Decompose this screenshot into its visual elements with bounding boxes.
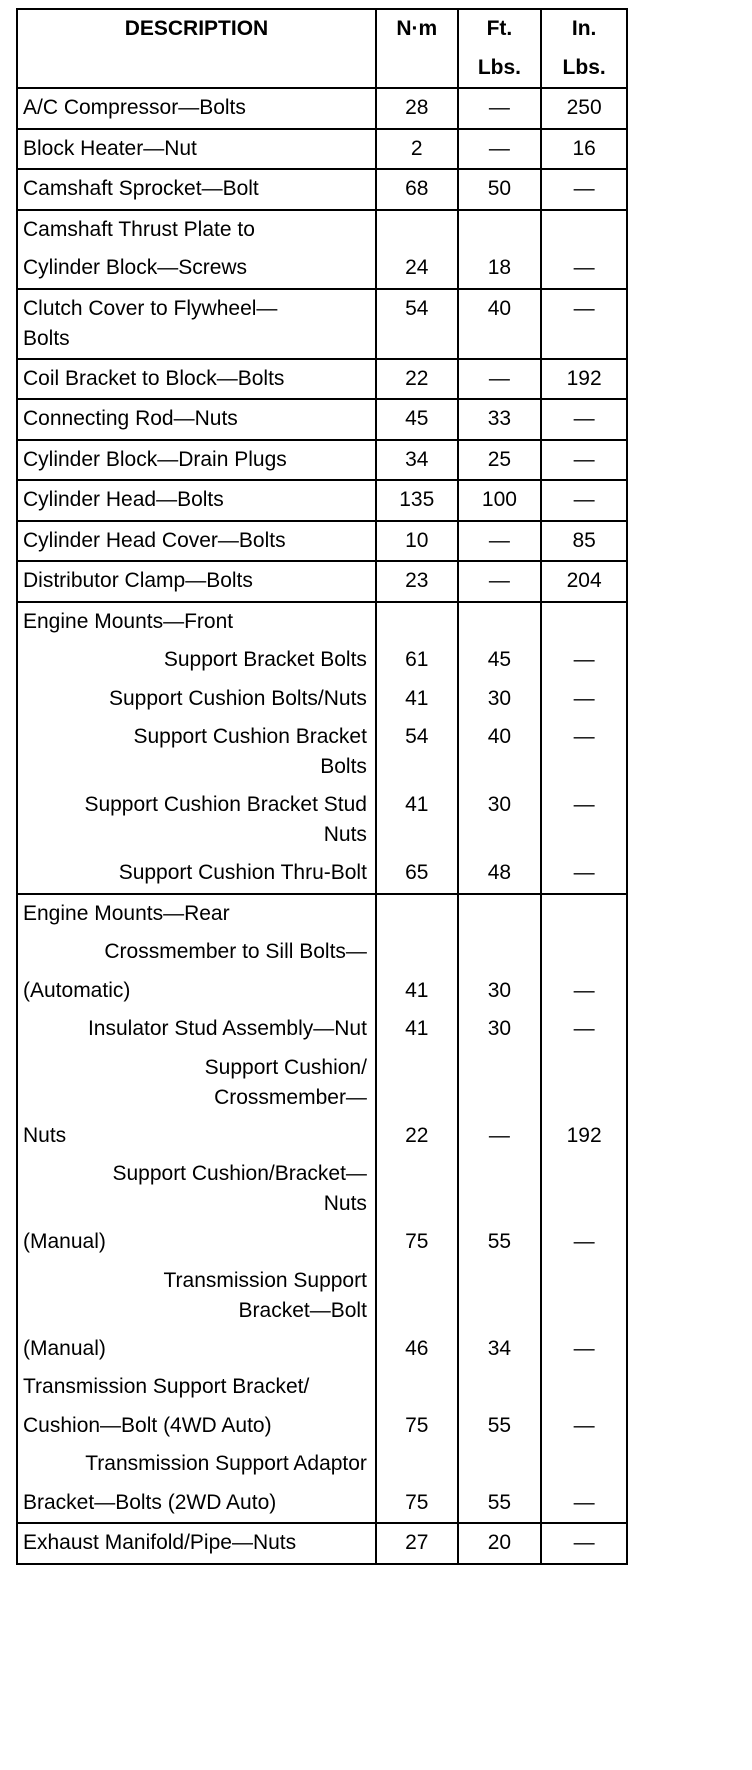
row-in-lbs-value: — — [541, 1407, 627, 1446]
row-nm-value: 41 — [376, 972, 458, 1011]
table-row — [17, 440, 627, 481]
row-description: Coil Bracket to Block—Bolts — [17, 359, 376, 400]
row-ft-lbs-value: 50 — [458, 169, 542, 210]
table-row — [17, 359, 627, 400]
row-ft-lbs-value — [458, 602, 542, 642]
row-description: Insulator Stud Assembly—Nut — [17, 1010, 376, 1049]
table-row — [17, 1049, 627, 1117]
table-row — [17, 933, 627, 972]
row-in-lbs-value: 192 — [541, 359, 627, 400]
header-description: DESCRIPTION — [17, 9, 376, 88]
row-nm-value: 65 — [376, 854, 458, 894]
row-description: Nuts — [17, 1117, 376, 1156]
row-ft-lbs-value — [458, 1262, 542, 1330]
row-ft-lbs-value — [458, 1049, 542, 1117]
row-ft-lbs-value — [458, 1368, 542, 1407]
row-description: Engine Mounts—Rear — [17, 894, 376, 934]
row-nm-value: 10 — [376, 521, 458, 562]
row-description: Camshaft Sprocket—Bolt — [17, 169, 376, 210]
row-description: Engine Mounts—Front — [17, 602, 376, 642]
row-nm-value — [376, 1155, 458, 1223]
row-in-lbs-value: 192 — [541, 1117, 627, 1156]
row-nm-value: 24 — [376, 210, 458, 289]
row-in-lbs-value: — — [541, 1484, 627, 1524]
row-in-lbs-value: — — [541, 1010, 627, 1049]
row-description: (Manual) — [17, 1330, 376, 1369]
row-nm-value: 75 — [376, 1223, 458, 1262]
row-nm-value: 135 — [376, 480, 458, 521]
table-row — [17, 641, 627, 680]
table-row — [17, 1223, 627, 1262]
row-nm-value: 68 — [376, 169, 458, 210]
row-ft-lbs-value: 100 — [458, 480, 542, 521]
row-in-lbs-value: — — [541, 1223, 627, 1262]
row-description: Connecting Rod—Nuts — [17, 399, 376, 440]
row-description: Transmission Support Bracket/ — [17, 1368, 376, 1407]
row-in-lbs-value: 16 — [541, 129, 627, 170]
row-in-lbs-value: 85 — [541, 521, 627, 562]
row-in-lbs-value: — — [541, 480, 627, 521]
row-in-lbs-value: — — [541, 972, 627, 1011]
row-in-lbs-value: — — [541, 1523, 627, 1564]
row-nm-value — [376, 894, 458, 934]
row-description: Cylinder Block—Drain Plugs — [17, 440, 376, 481]
row-in-lbs-value: — — [541, 210, 627, 289]
row-nm-value: 23 — [376, 561, 458, 602]
row-nm-value: 45 — [376, 399, 458, 440]
table-row — [17, 1484, 627, 1524]
row-description: (Automatic) — [17, 972, 376, 1011]
row-nm-value: 34 — [376, 440, 458, 481]
torque-spec-table — [16, 8, 628, 1565]
row-ft-lbs-value: 33 — [458, 399, 542, 440]
row-nm-value: 75 — [376, 1484, 458, 1524]
table-row — [17, 210, 627, 289]
row-in-lbs-value: — — [541, 289, 627, 359]
table-row — [17, 1445, 627, 1484]
row-ft-lbs-value: 55 — [458, 1484, 542, 1524]
row-in-lbs-value — [541, 1155, 627, 1223]
row-nm-value: 22 — [376, 1117, 458, 1156]
table-row — [17, 894, 627, 934]
row-nm-value: 75 — [376, 1407, 458, 1446]
table-row — [17, 480, 627, 521]
row-in-lbs-value — [541, 602, 627, 642]
row-ft-lbs-value: 45 — [458, 641, 542, 680]
row-nm-value — [376, 602, 458, 642]
row-in-lbs-value: 204 — [541, 561, 627, 602]
table-row — [17, 680, 627, 719]
row-in-lbs-value: — — [541, 854, 627, 894]
row-nm-value — [376, 1049, 458, 1117]
row-nm-value: 41 — [376, 680, 458, 719]
row-nm-value: 27 — [376, 1523, 458, 1564]
row-in-lbs-value: — — [541, 440, 627, 481]
table-row — [17, 1155, 627, 1223]
row-description: Transmission Support Bracket—Bolt — [17, 1262, 376, 1330]
row-description: Block Heater—Nut — [17, 129, 376, 170]
row-in-lbs-value — [541, 1368, 627, 1407]
row-in-lbs-value — [541, 933, 627, 972]
table-row — [17, 602, 627, 642]
row-description: Distributor Clamp—Bolts — [17, 561, 376, 602]
table-row — [17, 718, 627, 786]
table-row — [17, 399, 627, 440]
header-nm: N·m — [376, 9, 458, 88]
row-in-lbs-value: — — [541, 169, 627, 210]
table-row — [17, 1407, 627, 1446]
table-row — [17, 972, 627, 1011]
row-description: Support Bracket Bolts — [17, 641, 376, 680]
row-in-lbs-value — [541, 1049, 627, 1117]
table-row — [17, 1010, 627, 1049]
row-ft-lbs-value: 30 — [458, 786, 542, 854]
row-ft-lbs-value — [458, 1155, 542, 1223]
table-row — [17, 786, 627, 854]
row-description: Exhaust Manifold/Pipe—Nuts — [17, 1523, 376, 1564]
row-description: Support Cushion Bracket Bolts — [17, 718, 376, 786]
row-nm-value: 54 — [376, 718, 458, 786]
row-nm-value: 54 — [376, 289, 458, 359]
row-nm-value: 41 — [376, 1010, 458, 1049]
row-description: Bracket—Bolts (2WD Auto) — [17, 1484, 376, 1524]
row-in-lbs-value: — — [541, 1330, 627, 1369]
row-in-lbs-value: — — [541, 680, 627, 719]
row-in-lbs-value: — — [541, 399, 627, 440]
row-ft-lbs-value: 18 — [458, 210, 542, 289]
table-row — [17, 854, 627, 894]
row-ft-lbs-value: 34 — [458, 1330, 542, 1369]
row-nm-value: 2 — [376, 129, 458, 170]
header-row — [17, 9, 627, 88]
table-row — [17, 169, 627, 210]
row-description: Transmission Support Adaptor — [17, 1445, 376, 1484]
row-nm-value — [376, 1445, 458, 1484]
row-in-lbs-value — [541, 1262, 627, 1330]
row-in-lbs-value — [541, 894, 627, 934]
row-ft-lbs-value — [458, 894, 542, 934]
table-row — [17, 521, 627, 562]
row-ft-lbs-value: — — [458, 561, 542, 602]
row-ft-lbs-value: 48 — [458, 854, 542, 894]
row-in-lbs-value: — — [541, 718, 627, 786]
row-ft-lbs-value: — — [458, 359, 542, 400]
row-in-lbs-value — [541, 1445, 627, 1484]
row-ft-lbs-value: 40 — [458, 289, 542, 359]
row-ft-lbs-value: — — [458, 1117, 542, 1156]
row-in-lbs-value: — — [541, 641, 627, 680]
row-nm-value — [376, 933, 458, 972]
row-description: (Manual) — [17, 1223, 376, 1262]
table-row — [17, 1262, 627, 1330]
table-row — [17, 289, 627, 359]
row-description: Cylinder Head Cover—Bolts — [17, 521, 376, 562]
table-row — [17, 1330, 627, 1369]
table-row — [17, 129, 627, 170]
table-row — [17, 1368, 627, 1407]
row-description: Support Cushion/ Crossmember— — [17, 1049, 376, 1117]
row-ft-lbs-value — [458, 1445, 542, 1484]
header-ft-lbs: Ft. Lbs. — [458, 9, 542, 88]
row-description: Clutch Cover to Flywheel— Bolts — [17, 289, 376, 359]
row-ft-lbs-value: 20 — [458, 1523, 542, 1564]
row-in-lbs-value: 250 — [541, 88, 627, 129]
table-row — [17, 1523, 627, 1564]
row-ft-lbs-value: 25 — [458, 440, 542, 481]
row-ft-lbs-value: 30 — [458, 680, 542, 719]
row-description: Cushion—Bolt (4WD Auto) — [17, 1407, 376, 1446]
table-body — [17, 88, 627, 1564]
row-description: Camshaft Thrust Plate to Cylinder Block—Screws — [17, 210, 376, 289]
header-in-lbs: In. Lbs. — [541, 9, 627, 88]
row-description: Cylinder Head—Bolts — [17, 480, 376, 521]
table-row — [17, 88, 627, 129]
table-row — [17, 561, 627, 602]
row-ft-lbs-value: — — [458, 88, 542, 129]
row-nm-value: 22 — [376, 359, 458, 400]
row-description: Crossmember to Sill Bolts— — [17, 933, 376, 972]
row-ft-lbs-value: 40 — [458, 718, 542, 786]
row-nm-value — [376, 1368, 458, 1407]
row-description: Support Cushion/Bracket— Nuts — [17, 1155, 376, 1223]
row-ft-lbs-value — [458, 933, 542, 972]
row-ft-lbs-value: — — [458, 521, 542, 562]
row-ft-lbs-value: 55 — [458, 1223, 542, 1262]
row-ft-lbs-value: 30 — [458, 1010, 542, 1049]
table-row — [17, 1117, 627, 1156]
row-in-lbs-value: — — [541, 786, 627, 854]
row-nm-value: 46 — [376, 1330, 458, 1369]
row-description: Support Cushion Thru-Bolt — [17, 854, 376, 894]
row-ft-lbs-value: 30 — [458, 972, 542, 1011]
row-nm-value: 61 — [376, 641, 458, 680]
row-description: Support Cushion Bolts/Nuts — [17, 680, 376, 719]
row-description: Support Cushion Bracket Stud Nuts — [17, 786, 376, 854]
row-ft-lbs-value: — — [458, 129, 542, 170]
row-description: A/C Compressor—Bolts — [17, 88, 376, 129]
row-ft-lbs-value: 55 — [458, 1407, 542, 1446]
row-nm-value: 41 — [376, 786, 458, 854]
row-nm-value — [376, 1262, 458, 1330]
row-nm-value: 28 — [376, 88, 458, 129]
